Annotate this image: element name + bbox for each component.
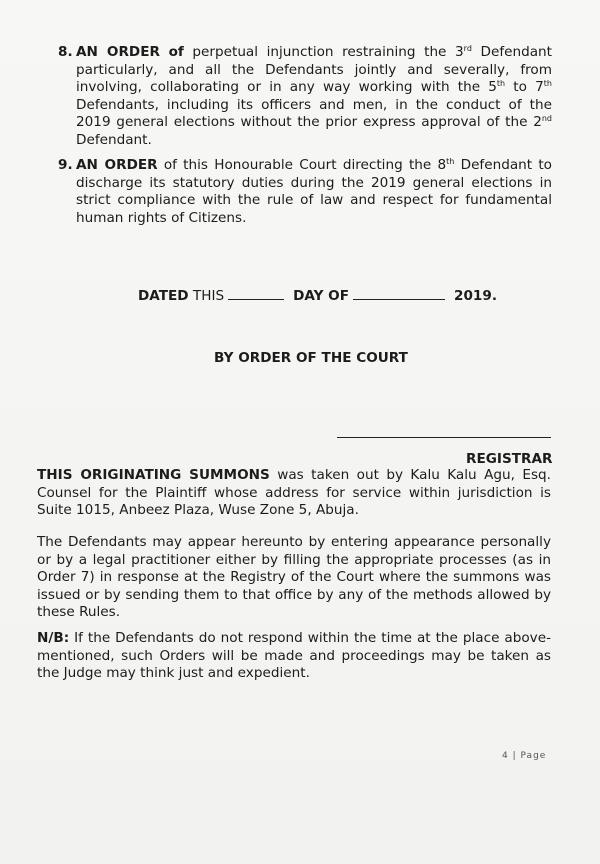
item-number: 8.: [58, 44, 73, 60]
page-footer: [502, 751, 546, 761]
by-order-of-court: BY ORDER OF THE COURT: [214, 350, 408, 366]
item-number: 9.: [58, 157, 73, 173]
page-number: 4: [502, 751, 509, 761]
signature-line: [337, 437, 551, 438]
dated-this: THIS: [192, 288, 225, 304]
ordinal-suffix: th: [496, 79, 506, 89]
month-blank: [353, 298, 445, 300]
order-text: of this Honourable Court directing the 8: [157, 157, 447, 173]
order-text: Defendant to discharge its statutory duties during the 2019 general elections in strict compliance with the rule of law and respect for fundamental human rights of Citizens.: [76, 157, 552, 226]
dated-label: DATED: [138, 288, 189, 304]
order-lead: AN ORDER: [76, 157, 158, 173]
order-text: Defendants, including its officers and men, in the conduct of the 2019 general elections without the prior express approval of the 2: [76, 96, 552, 131]
ordinal-suffix: nd: [541, 114, 552, 124]
order-lead-of: of: [168, 44, 184, 60]
footer-separator: |: [512, 751, 517, 761]
ordinal-suffix: rd: [463, 44, 472, 53]
order-text: to 7: [505, 79, 544, 96]
order-item-9: [76, 157, 552, 227]
summons-lead: THIS ORIGINATING SUMMONS: [37, 467, 270, 483]
order-text: Defendant particularly, and all the Defendants jointly and severally, from involving, collaborating or in any way working with the 5: [76, 44, 552, 96]
order-text: perpetual injunction restraining the 3: [183, 44, 464, 60]
summons-paragraph: [37, 467, 551, 520]
order-lead: AN ORDER: [76, 44, 160, 60]
nb-text: If the Defendants do not respond within the time at the place above-mentioned, such Orders will be made and proceedings may be taken as the Judge may think just and expedient.: [37, 630, 551, 682]
nb-lead: N/B:: [37, 630, 70, 646]
summons-text: was taken out by Kalu Kalu Agu, Esq. Counsel for the Plaintiff whose address for service within jurisdiction is Suite 1015, Anbeez Plaza, Wuse Zone 5, Abuja.: [37, 467, 552, 519]
order-text: Defendant.: [76, 131, 152, 148]
dated-line: [138, 288, 497, 304]
nb-paragraph: [37, 630, 551, 683]
order-item-8: [76, 44, 552, 150]
page-word: Page: [520, 751, 547, 761]
appearance-paragraph: The Defendants may appear hereunto by entering appearance personally or by a legal practitioner either by filling the appropriate processes (as in Order 7) in response at the Registry of the Court where the summons was issued or by sending them to that office by any of the methods allowed by these Rules.: [37, 534, 551, 621]
day-of-label: DAY OF: [293, 288, 349, 304]
year-label: 2019.: [453, 288, 497, 304]
ordinal-suffix: th: [446, 157, 455, 166]
registrar-label: REGISTRAR: [466, 451, 553, 467]
ordinal-suffix: th: [543, 79, 552, 89]
day-blank: [228, 298, 284, 300]
